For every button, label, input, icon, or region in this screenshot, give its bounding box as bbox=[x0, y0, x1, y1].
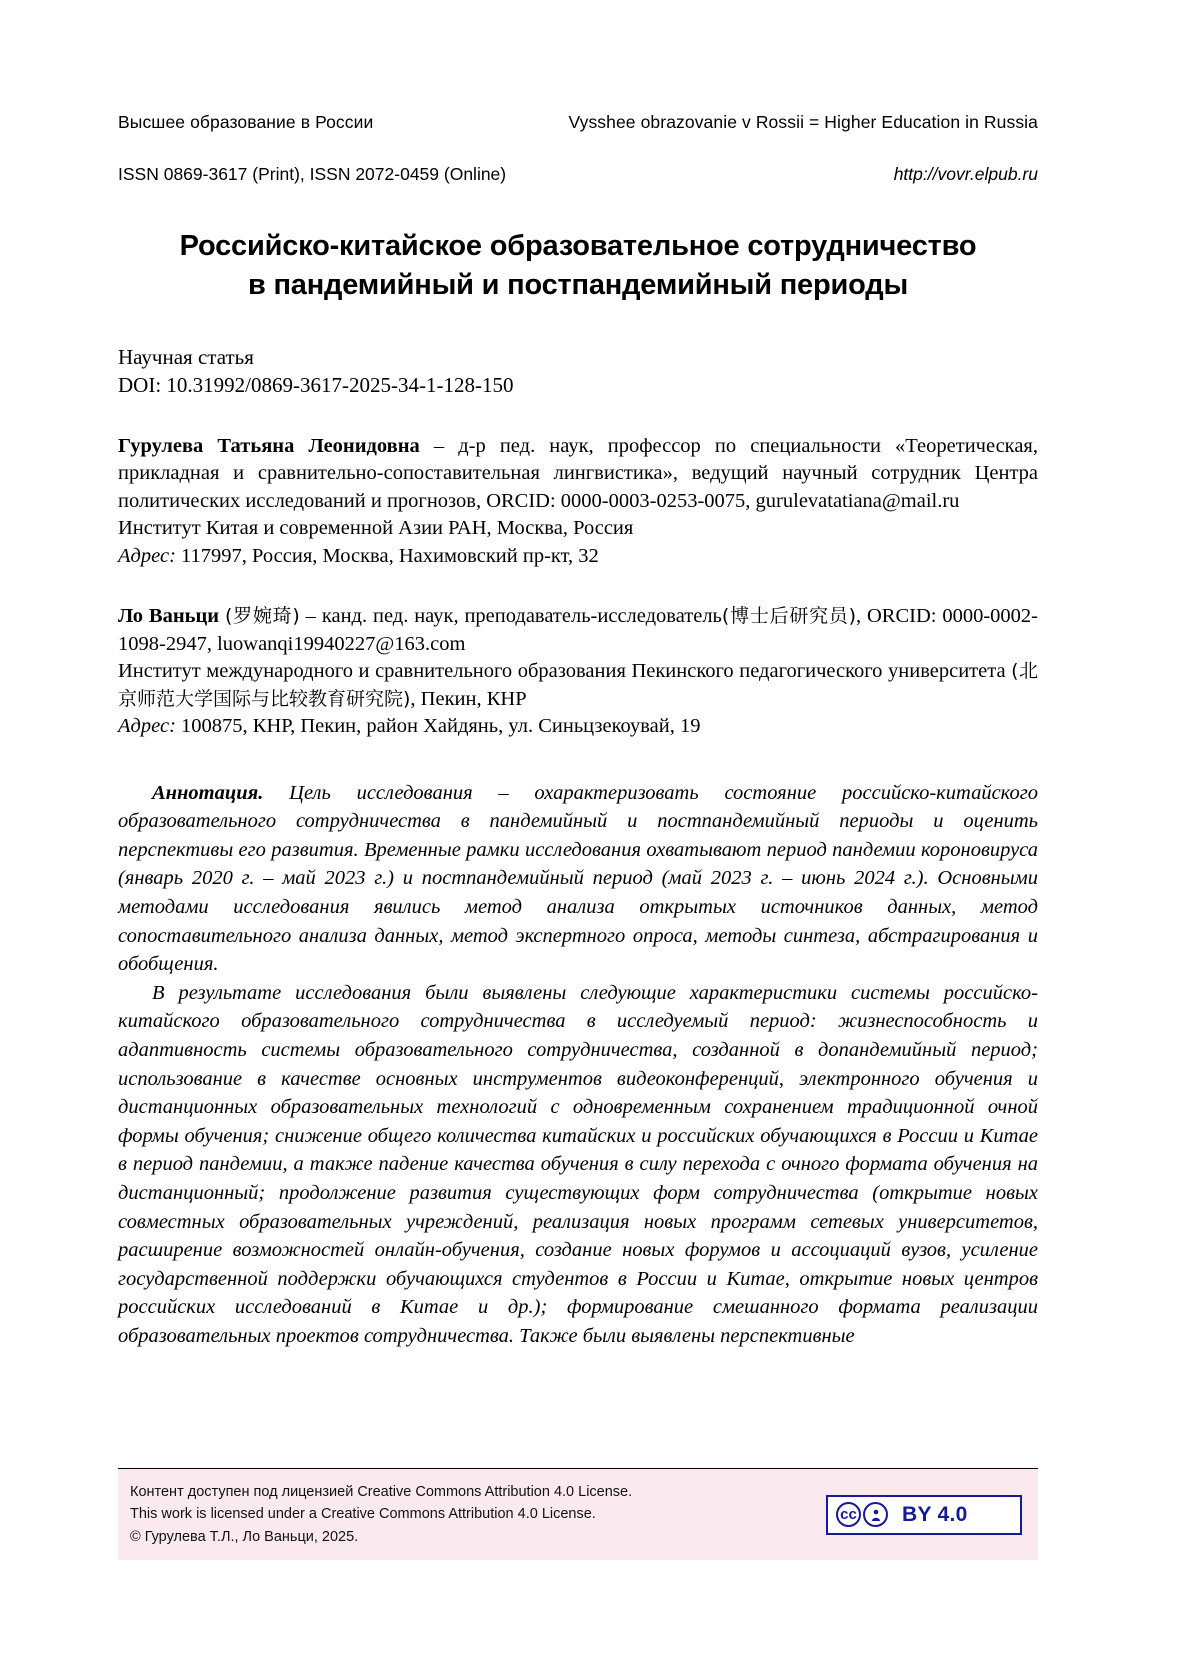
author-1-name: Гурулева Татьяна Леонидовна bbox=[118, 434, 420, 457]
issn-text: ISSN 0869-3617 (Print), ISSN 2072-0459 (Online) bbox=[118, 164, 507, 184]
article-doi[interactable]: DOI: 10.31992/0869-3617-2025-34-1-128-150 bbox=[118, 373, 514, 398]
author-2-address-label: Адрес: bbox=[118, 715, 176, 738]
cc-person-icon bbox=[863, 1502, 888, 1527]
author-2-affiliation-part2: , Пекин, КНР bbox=[410, 687, 527, 710]
issn-line bbox=[118, 164, 1038, 185]
title-line-1: Российско-китайское образовательное сотрудничество bbox=[179, 230, 977, 262]
license-line-en: This work is licensed under a Creative Commons Attribution 4.0 License. bbox=[130, 1506, 596, 1523]
cc-icon bbox=[828, 1502, 888, 1527]
author-2-affiliation-cjk: (北京师范大学国际与比较教育研究院) bbox=[118, 660, 1038, 710]
creative-commons-badge[interactable] bbox=[826, 1495, 1022, 1535]
page-title bbox=[118, 227, 1038, 304]
author-1-affiliation: Институт Китая и современной Азии РАН, Москва, Россия bbox=[118, 517, 634, 540]
journal-name-ru: Высшее образование в России bbox=[118, 112, 374, 132]
author-entry-1 bbox=[118, 433, 1038, 570]
article-type: Научная статья bbox=[118, 345, 254, 370]
article-meta bbox=[118, 344, 1038, 400]
page-content bbox=[118, 112, 1038, 1351]
cc-circle-icon: cc bbox=[836, 1502, 861, 1527]
cc-by-label: BY 4.0 bbox=[902, 1502, 968, 1526]
abstract-paragraph-1 bbox=[118, 779, 1038, 979]
copyright-line: © Гурулева Т.Л., Ло Ваньци, 2025. bbox=[130, 1528, 359, 1545]
author-2-address: 100875, КНР, Пекин, район Хайдянь, ул. Синьцзекоувай, 19 bbox=[175, 715, 701, 738]
journal-url[interactable]: http://vovr.elpub.ru bbox=[893, 164, 1038, 184]
abstract-label: Аннотация. bbox=[152, 781, 264, 804]
abstract-text-1: Цель исследования – охарактеризовать состояние российско-китайского образовательного сотрудничества в пандемийный и постпандемийный периоды и оценить перспективы его развития. Временные рамки исследования охватывают период пандемии короновируса (январь 2020 г. – май 2023 г.) и постпандемийный период (май 2023 г. – июнь 2024 г.). Основными методами исследования явились метод анализа открытых источников данных, метод сопоставительного анализа данных, метод экспертного опроса, методы синтеза, абстрагирования и обобщения. bbox=[118, 781, 1038, 976]
license-line-ru: Контент доступен под лицензией Creative Commons Attribution 4.0 License. bbox=[130, 1483, 633, 1500]
author-entry-2 bbox=[118, 603, 1038, 740]
author-2-bio-part1: – канд. пед. наук, преподаватель-исследователь bbox=[299, 605, 722, 628]
journal-name-en: Vysshee obrazovanie v Rossii = Higher Education in Russia bbox=[568, 112, 1038, 132]
license-footer bbox=[118, 1468, 1038, 1560]
author-1-address: 117997, Россия, Москва, Нахимовский пр-кт, 32 bbox=[175, 544, 599, 567]
author-1-bio: – д-р пед. наук, профессор по специальности «Теоретическая, прикладная и сравнительно-сопоставительная лингвистика», ведущий научный сотрудник Центра политических исследований и прогнозов, ORCID: 0000-0003-0253-0075, gurulevatatiana@mail.ru bbox=[118, 434, 1038, 512]
author-2-name: Ло Ваньци bbox=[118, 605, 220, 628]
author-2-affiliation-part1: Институт международного и сравнительного образования Пекинского педагогического университета bbox=[118, 660, 1012, 683]
author-1-address-label: Адрес: bbox=[118, 544, 176, 567]
title-line-2: в пандемийный и постпандемийный периоды bbox=[247, 268, 909, 301]
license-text bbox=[130, 1481, 632, 1548]
abstract bbox=[118, 779, 1038, 1351]
author-2-affiliation bbox=[118, 658, 1038, 713]
author-2-bio-part2: , ORCID: 0000-0002-1098-2947, luowanqi19940227@163.com bbox=[118, 605, 1039, 655]
running-head bbox=[118, 112, 1038, 133]
author-2-bio-cjk: (博士后研究员) bbox=[721, 605, 856, 628]
author-2-name-cjk: (罗婉琦) bbox=[224, 605, 300, 628]
abstract-paragraph-2: В результате исследования были выявлены следующие характеристики системы российско-китайского образовательного сотрудничества в исследуемый период: жизнеспособность и адаптивность системы образовательного сотрудничества, созданной в допандемийный период; использование в качестве основных инструментов видеоконференций, электронного обучения и дистанционных образовательных технологий с одновременным сохранением традиционной очной формы обучения; снижение общего количества китайских и российских обучающихся в России и Китае в период пандемии, а также падение качества обучения в силу перехода с очного формата обучения на дистанционный; продолжение развития существующих форм сотрудничества (открытие новых совместных образовательных учреждений, реализация новых программ сетевых университетов, расширение возможностей онлайн-обучения, создание новых форумов и ассоциаций вузов, усиление государственной поддержки обучающихся студентов в России и Китае, открытие новых центров российских исследований в Китае и др.); формирование смешанного формата реализации образовательных проектов сотрудничества. Также были выявлены перспективные bbox=[118, 981, 1038, 1347]
